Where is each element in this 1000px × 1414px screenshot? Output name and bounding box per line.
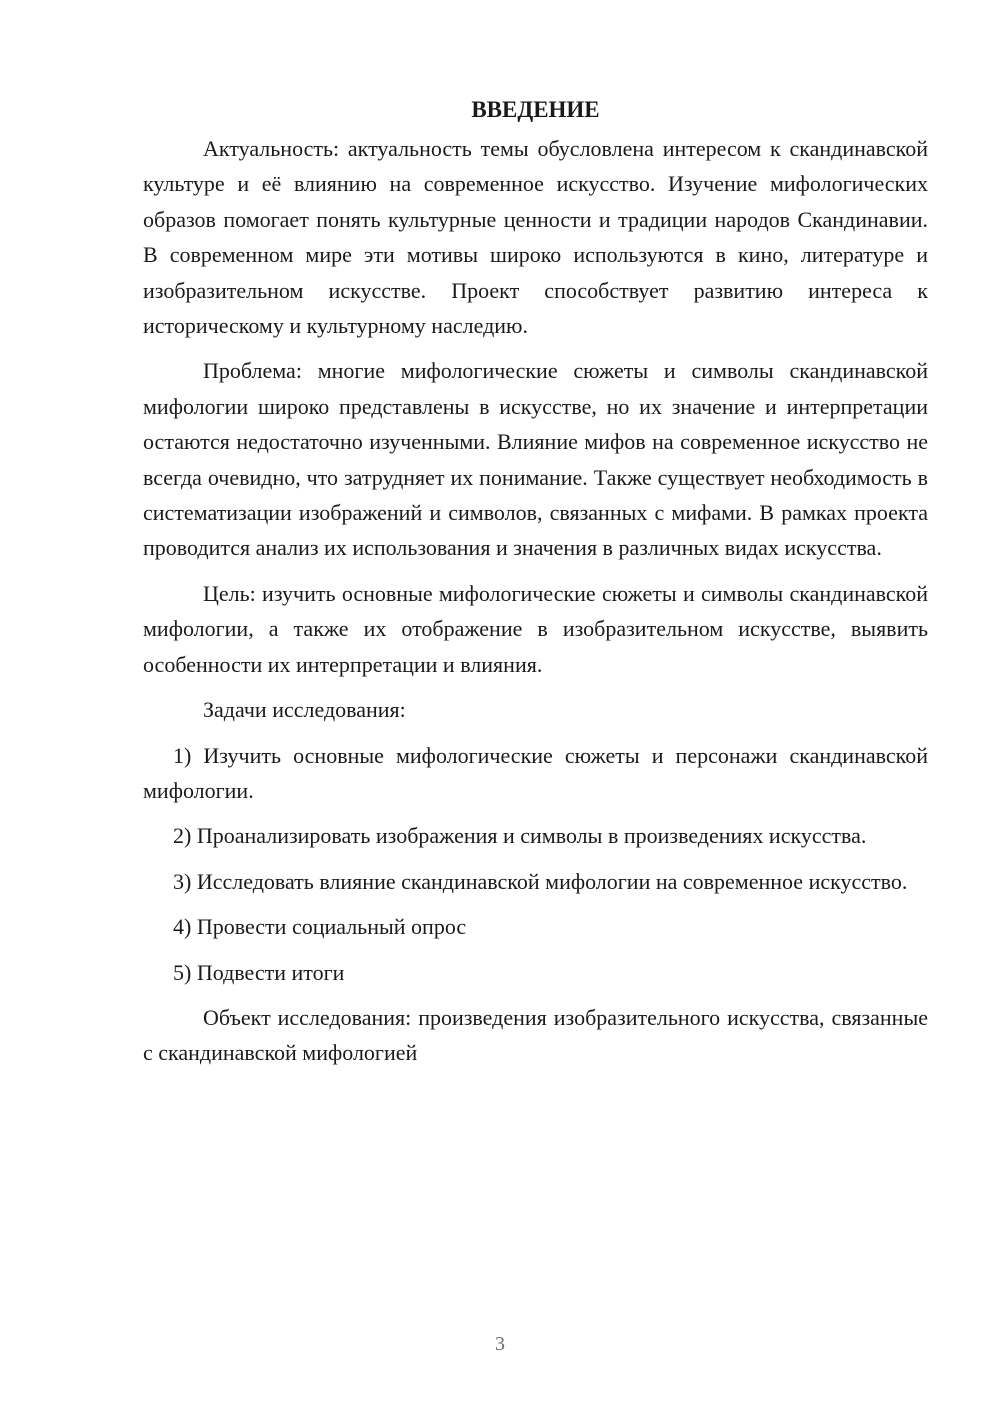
section-heading: ВВЕДЕНИЕ: [471, 97, 600, 122]
tasks-label: Задачи исследования:: [203, 697, 406, 723]
task-item: 1) Изучить основные мифологические сюжеты и персонажи скандинавской мифологии.: [143, 742, 928, 803]
object-paragraph: Объект исследования: произведения изобразительного искусства, связанные с скандинавской мифологией: [143, 1004, 928, 1066]
page-number: 3: [495, 1333, 505, 1355]
document-page: [143, 92, 928, 1071]
problem-paragraph: Проблема: многие мифологические сюжеты и символы скандинавской мифологии широко представлены в искусстве, но их значение и интерпретации остаются недостаточно изученными. Влияние мифов на современное искусство не всегда очевидно, что затрудняет их понимание. Также существует необходимость в систематизации изображений и символов, связанных с мифами. В рамках проекта проводится анализ их использования и значения в различных видах искусства.: [143, 358, 928, 561]
goal-paragraph: Цель: изучить основные мифологические сюжеты и символы скандинавской мифологии, а также их отображение в изобразительном искусстве, выявить особенности их интерпретации и влияния.: [143, 580, 928, 677]
task-item: 4) Провести социальный опрос: [173, 914, 467, 940]
task-item: 2) Проанализировать изображения и символы в произведениях искусства.: [173, 823, 867, 849]
tasks-list: [143, 738, 928, 990]
relevance-paragraph: Актуальность: актуальность темы обусловлена интересом к скандинавской культуре и её влиянию на современное искусство. Изучение мифологических образов помогает понять культурные ценности и традиции народов Скандинавии. В современном мире эти мотивы широко используются в кино, литературе и изобразительном искусстве. Проект способствует развитию интереса к историческому и культурному наследию.: [143, 136, 928, 339]
task-item: 3) Исследовать влияние скандинавской мифологии на современное искусство.: [173, 868, 908, 894]
task-item: 5) Подвести итоги: [173, 959, 345, 985]
